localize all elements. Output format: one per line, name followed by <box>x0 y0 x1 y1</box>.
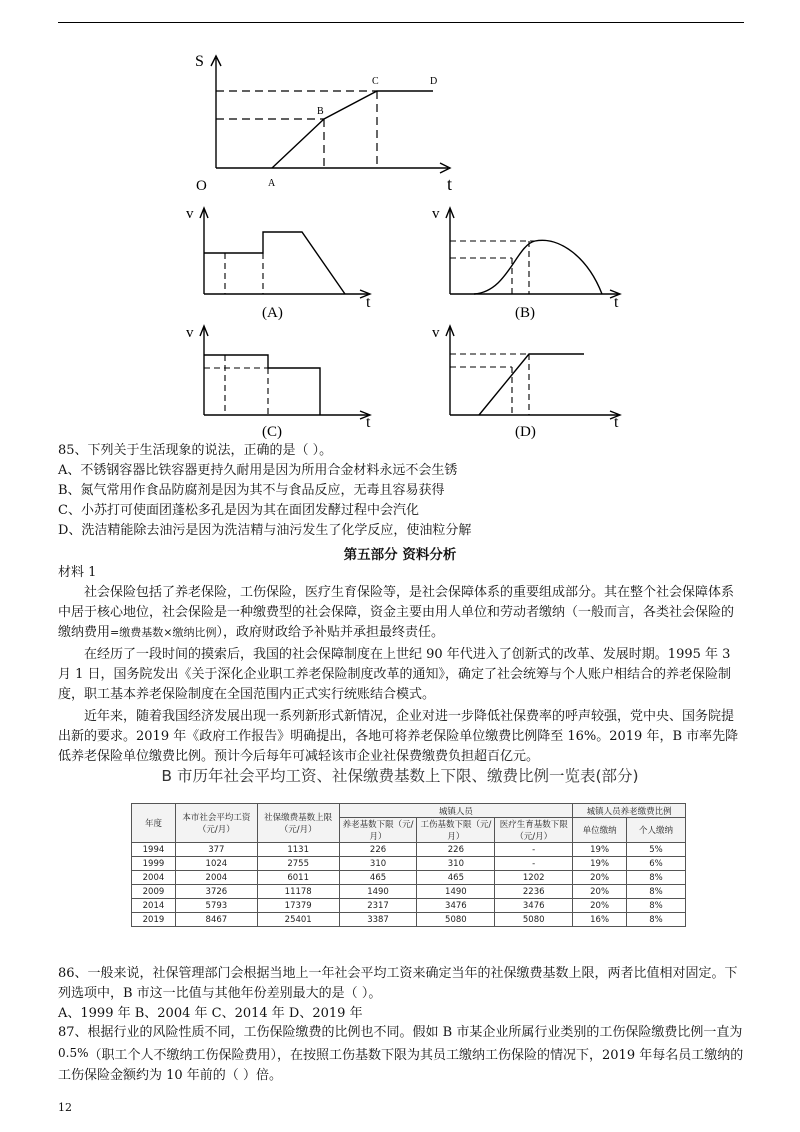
table-cell: 465 <box>339 871 417 885</box>
table-cell: 2004 <box>132 871 176 885</box>
table-cell: 226 <box>417 843 495 857</box>
graph-a-y-label: v <box>186 206 194 222</box>
q86-options[interactable]: A、1999 年 B、2004 年 C、2014 年 D、2019 年 <box>58 1006 363 1021</box>
data-table <box>131 803 686 927</box>
header-upper-limit: 社保缴费基数上限（元/月） <box>257 804 339 843</box>
section-title: 第五部分 资料分析 <box>343 547 457 563</box>
header-medical-lower: 医疗生育基数下限（元/月） <box>495 818 573 843</box>
table-cell: 8% <box>627 885 686 899</box>
point-d-label: D <box>430 76 438 87</box>
table-cell: 465 <box>417 871 495 885</box>
table-cell: 20% <box>573 899 627 913</box>
graph-c-x-label: t <box>366 414 371 431</box>
q85-option-c[interactable]: C、小苏打可使面团蓬松多孔是因为其在面团发酵过程中会汽化 <box>58 503 419 518</box>
header-pension-lower: 养老基数下限（元/月） <box>339 818 417 843</box>
table-cell: 19% <box>573 843 627 857</box>
graph-d-y-label: v <box>432 325 440 341</box>
material-paragraph-3: 近年来，随着我国经济发展出现一系列新形式新情况，企业对进一步降低社保费率的呼声较强，党中央、国务院提出新的要求。2019 年《政府工作报告》明确提出，各地可将养老保险单位缴费比例降至 16%。2019 年，B 市率先降低养老保险单位缴费比例。预计今后每年可减轻该市企业社保费缴费负担超百亿元。 <box>58 709 739 764</box>
table-cell: 5% <box>627 843 686 857</box>
table-cell: 1994 <box>132 843 176 857</box>
table-cell: 8% <box>627 913 686 927</box>
graph-a <box>200 208 370 298</box>
q87-stem: 87、根据行业的风险性质不同，工伤保险缴费的比例也不同。假如 B 市某企业所属行业类别的工伤保险缴费比例一直为0.5%（职工个人不缴纳工伤保险费用），在按照工伤基数下限为其员工缴纳工伤保险的情况下，2019 年每名员工缴纳的工伤保险金额约为 10 年前的（ ）倍。 <box>58 1025 744 1083</box>
table-cell: 1131 <box>257 843 339 857</box>
table-cell: 2317 <box>339 899 417 913</box>
table-cell: 5793 <box>175 899 257 913</box>
graph-b-x-label: t <box>614 294 619 311</box>
table-cell: 1490 <box>339 885 417 899</box>
graph-main <box>211 56 450 173</box>
graph-a-caption: (A) <box>262 305 283 321</box>
graph-b-caption: (B) <box>515 305 535 321</box>
material-paragraph-2: 在经历了一段时间的摸索后，我国的社会保障制度在上世纪 90 年代进入了创新式的改革、发展时期。1995 年 3 月 1 日，国务院发出《关于深化企业职工养老保险制度改革的通知》，确定了社会统筹与个人账户相结合的养老保险制度，职工基本养老保险制度在全国范围内正式实行统账结合模式。 <box>58 647 732 702</box>
table-row <box>132 885 686 899</box>
graph-a-x-label: t <box>366 294 371 311</box>
graph-c-caption: (C) <box>262 424 282 440</box>
table-cell: 2019 <box>132 913 176 927</box>
table-cell: 3476 <box>495 899 573 913</box>
graph-d <box>446 326 620 419</box>
table-cell: 17379 <box>257 899 339 913</box>
table-cell: 20% <box>573 871 627 885</box>
graph-main-origin: O <box>196 178 207 194</box>
q85-stem: 85、下列关于生活现象的说法，正确的是（ ）。 <box>58 443 333 458</box>
header-avg-wage: 本市社会平均工资（元/月） <box>175 804 257 843</box>
material-paragraph-1: 社会保险包括了养老保险，工伤保险，医疗生育保险等，是社会保障体系的重要组成部分。其在整个社会保障体系中居于核心地位，社会保险是一种缴费型的社会保障，资金主要由用人单位和劳动者缴纳（一般而言，各类社会保险的缴纳费用=缴费基数×缴纳比例），政府财政给予补贴并承担最终责任。 <box>58 585 735 640</box>
table-cell: 377 <box>175 843 257 857</box>
formula-text: =缴费基数×缴纳比例 <box>110 626 217 639</box>
table-cell: 1202 <box>495 871 573 885</box>
header-personal-pay: 个人缴纳 <box>627 818 686 843</box>
table-cell: 20% <box>573 885 627 899</box>
q85-option-b[interactable]: B、氮气常用作食品防腐剂是因为其不与食品反应，无毒且容易获得 <box>58 483 445 498</box>
graph-d-caption: (D) <box>515 424 536 440</box>
table-cell: 8467 <box>175 913 257 927</box>
table-cell: 11178 <box>257 885 339 899</box>
page-number: 12 <box>58 1101 72 1114</box>
header-urban: 城镇人员 <box>339 804 573 818</box>
point-b-label: B <box>317 106 324 117</box>
table-row <box>132 871 686 885</box>
table-cell: 19% <box>573 857 627 871</box>
header-year: 年度 <box>132 804 176 843</box>
header-injury-lower: 工伤基数下限（元/月） <box>417 818 495 843</box>
header-pension-ratio: 城镇人员养老缴费比例 <box>573 804 686 818</box>
percentage-value: 0.5% <box>58 1046 89 1060</box>
table-cell: 6011 <box>257 871 339 885</box>
q86-stem: 86、一般来说，社保管理部门会根据当地上一年社会平均工资来确定当年的社保缴费基数上限，两者比值相对固定。下列选项中，B 市这一比值与其他年份差别最大的是（ ）。 <box>58 966 738 1001</box>
header-unit-pay: 单位缴纳 <box>573 818 627 843</box>
table-row <box>132 899 686 913</box>
table-cell: 310 <box>339 857 417 871</box>
table-cell: 5080 <box>495 913 573 927</box>
table-row <box>132 913 686 927</box>
table-cell: 226 <box>339 843 417 857</box>
table-cell: 2009 <box>132 885 176 899</box>
table-cell: 16% <box>573 913 627 927</box>
table-cell: 8% <box>627 871 686 885</box>
table-cell: 6% <box>627 857 686 871</box>
table-row <box>132 857 686 871</box>
table-cell: 2755 <box>257 857 339 871</box>
table-cell: 310 <box>417 857 495 871</box>
q85-option-a[interactable]: A、不锈钢容器比铁容器更持久耐用是因为所用合金材料永远不会生锈 <box>58 463 458 478</box>
point-c-label: C <box>372 76 379 87</box>
table-cell: 2004 <box>175 871 257 885</box>
table-cell: 25401 <box>257 913 339 927</box>
table-cell: 2014 <box>132 899 176 913</box>
graph-main-y-label: S <box>195 53 204 70</box>
table-cell: - <box>495 857 573 871</box>
table-title: B 市历年社会平均工资、社保缴费基数上下限、缴费比例一览表(部分) <box>161 767 639 785</box>
table-cell: 3387 <box>339 913 417 927</box>
table-cell: 5080 <box>417 913 495 927</box>
graph-d-x-label: t <box>614 414 619 431</box>
graph-c-y-label: v <box>186 325 194 341</box>
table-cell: 1490 <box>417 885 495 899</box>
graph-main-x-label: t <box>447 174 453 194</box>
point-a-label: A <box>268 178 276 189</box>
table-cell: 3476 <box>417 899 495 913</box>
material-label: 材料 1 <box>58 565 97 580</box>
physics-graphs <box>0 0 800 445</box>
q85-option-d[interactable]: D、洗洁精能除去油污是因为洗洁精与油污发生了化学反应，使油粒分解 <box>58 523 472 538</box>
table-row <box>132 843 686 857</box>
table-cell: 3726 <box>175 885 257 899</box>
table-cell: 1024 <box>175 857 257 871</box>
table-cell: 8% <box>627 899 686 913</box>
table-cell: 1999 <box>132 857 176 871</box>
graph-b-y-label: v <box>432 206 440 222</box>
graph-c <box>200 326 370 419</box>
table-cell: - <box>495 843 573 857</box>
graph-b <box>446 208 620 298</box>
table-cell: 2236 <box>495 885 573 899</box>
